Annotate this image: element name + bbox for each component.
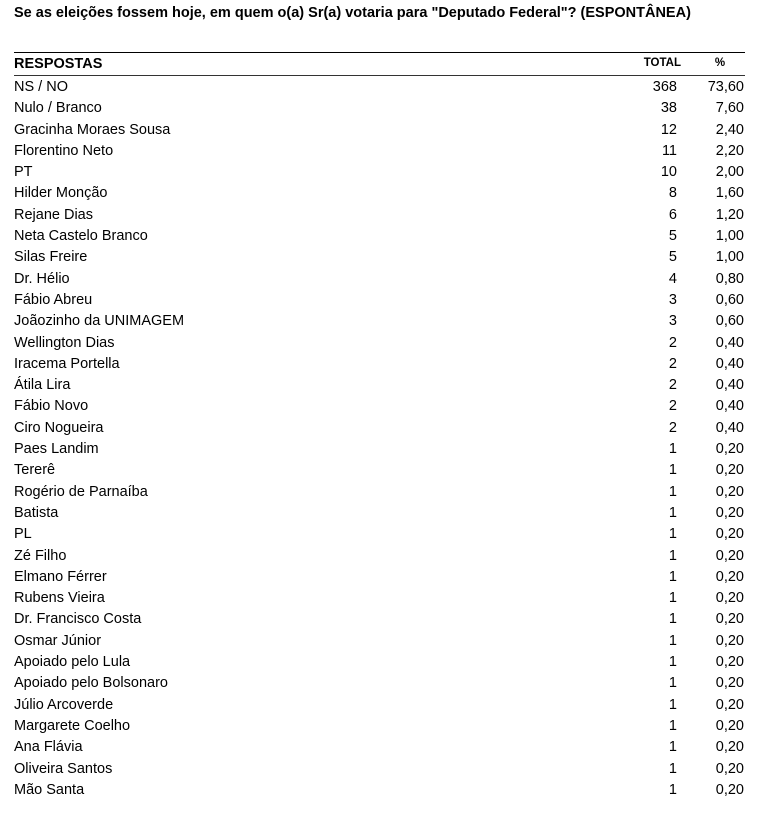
table-row [0, 333, 759, 354]
table-row [0, 652, 759, 673]
row-total: 1 [668, 526, 677, 543]
row-name: Florentino Neto [14, 142, 114, 159]
results-table [0, 77, 759, 801]
row-total: 8 [668, 185, 677, 202]
row-total: 1 [668, 441, 677, 458]
table-row [0, 290, 759, 311]
row-total: 1 [668, 611, 677, 628]
row-name: Átila Lira [14, 377, 71, 394]
table-row [0, 311, 759, 332]
row-percent: 0,20 [715, 462, 744, 479]
row-percent: 1,60 [715, 185, 744, 202]
row-percent: 2,40 [715, 121, 744, 138]
row-total: 2 [668, 377, 677, 394]
row-name: Apoiado pelo Lula [14, 654, 131, 671]
row-percent: 73,60 [707, 79, 744, 95]
row-name: PT [14, 164, 33, 181]
row-total: 1 [668, 547, 677, 564]
table-row [0, 673, 759, 694]
row-name: Neta Castelo Branco [14, 228, 148, 245]
row-name: Silas Freire [14, 249, 88, 266]
row-percent: 0,20 [715, 441, 744, 458]
row-name: Wellington Dias [14, 334, 115, 351]
row-percent: 0,20 [715, 675, 744, 692]
row-name: Oliveira Santos [14, 760, 113, 777]
row-total: 1 [668, 632, 677, 649]
row-name: Nulo / Branco [14, 100, 102, 117]
row-percent: 1,00 [715, 249, 744, 266]
row-total: 1 [668, 675, 677, 692]
row-total: 1 [668, 717, 677, 734]
row-total: 3 [668, 291, 677, 308]
table-row [0, 737, 759, 758]
row-total: 12 [660, 121, 677, 138]
table-row [0, 631, 759, 652]
table-top-rule [14, 52, 745, 53]
row-total: 1 [668, 781, 677, 798]
row-total: 1 [668, 654, 677, 671]
row-name: Zé Filho [14, 547, 67, 564]
row-name: Rubens Vieira [14, 590, 105, 607]
row-percent: 0,60 [715, 291, 744, 308]
row-name: Joãozinho da UNIMAGEM [14, 313, 185, 330]
row-percent: 0,20 [715, 526, 744, 543]
row-percent: 0,20 [715, 739, 744, 756]
table-row [0, 716, 759, 737]
table-row [0, 439, 759, 460]
row-total: 1 [668, 568, 677, 585]
row-percent: 0,20 [715, 781, 744, 798]
row-name: Apoiado pelo Bolsonaro [14, 675, 168, 692]
row-percent: 2,00 [715, 164, 744, 181]
row-total: 2 [668, 355, 677, 372]
row-name: Fábio Novo [14, 398, 89, 415]
row-percent: 0,60 [715, 313, 744, 330]
table-row [0, 567, 759, 588]
table-row [0, 418, 759, 439]
row-total: 5 [668, 228, 677, 245]
row-percent: 0,20 [715, 632, 744, 649]
row-name: Tererê [14, 462, 56, 479]
row-percent: 0,80 [715, 270, 744, 287]
row-name: PL [14, 526, 32, 543]
row-name: Dr. Hélio [14, 270, 70, 287]
table-row [0, 98, 759, 119]
table-row [0, 354, 759, 375]
row-percent: 0,40 [715, 377, 744, 394]
row-total: 11 [661, 142, 677, 159]
row-percent: 0,20 [715, 654, 744, 671]
table-row [0, 460, 759, 481]
table-row [0, 162, 759, 183]
row-total: 10 [660, 164, 677, 181]
row-total: 368 [652, 79, 677, 95]
table-row [0, 205, 759, 226]
table-row [0, 77, 759, 98]
row-percent: 0,40 [715, 334, 744, 351]
row-name: Elmano Férrer [14, 568, 107, 585]
table-row [0, 588, 759, 609]
row-name: Osmar Júnior [14, 632, 102, 649]
row-total: 2 [668, 398, 677, 415]
row-percent: 0,20 [715, 717, 744, 734]
row-name: Mão Santa [14, 781, 85, 798]
row-name: Hilder Monção [14, 185, 108, 202]
row-name: Dr. Francisco Costa [14, 611, 142, 628]
row-name: Ana Flávia [14, 739, 83, 756]
row-percent: 0,20 [715, 696, 744, 713]
row-total: 1 [668, 760, 677, 777]
row-name: Fábio Abreu [14, 291, 93, 308]
row-percent: 0,20 [715, 483, 744, 500]
row-percent: 0,20 [715, 547, 744, 564]
header-percent: % [714, 57, 726, 69]
row-percent: 0,20 [715, 504, 744, 521]
row-total: 38 [660, 100, 677, 117]
row-name: Júlio Arcoverde [14, 696, 114, 713]
table-row [0, 226, 759, 247]
row-name: Batista [14, 504, 59, 521]
table-row [0, 482, 759, 503]
table-row [0, 780, 759, 801]
row-name: Gracinha Moraes Sousa [14, 121, 171, 138]
row-total: 2 [668, 419, 677, 436]
row-percent: 2,20 [715, 142, 744, 159]
row-name: Rejane Dias [14, 206, 93, 223]
row-percent: 0,40 [715, 355, 744, 372]
row-total: 6 [668, 206, 677, 223]
table-row [0, 247, 759, 268]
row-total: 1 [668, 739, 677, 756]
table-row [0, 183, 759, 204]
row-total: 5 [668, 249, 677, 266]
table-row [0, 546, 759, 567]
table-row [0, 524, 759, 545]
row-name: Paes Landim [14, 441, 99, 458]
row-name: Ciro Nogueira [14, 419, 104, 436]
table-row [0, 609, 759, 630]
row-percent: 0,40 [715, 398, 744, 415]
row-total: 1 [668, 504, 677, 521]
row-name: Margarete Coelho [14, 717, 131, 734]
row-total: 1 [668, 483, 677, 500]
header-total: TOTAL [643, 57, 681, 69]
row-name: Rogério de Parnaíba [14, 483, 148, 500]
row-percent: 0,40 [715, 419, 744, 436]
row-percent: 1,20 [715, 206, 744, 223]
row-total: 1 [668, 696, 677, 713]
table-row [0, 375, 759, 396]
row-total: 1 [668, 590, 677, 607]
row-total: 1 [668, 462, 677, 479]
table-row [0, 120, 759, 141]
row-total: 2 [668, 334, 677, 351]
row-percent: 1,00 [715, 228, 744, 245]
header-rule [14, 75, 745, 76]
row-name: Iracema Portella [14, 355, 120, 372]
table-row [0, 141, 759, 162]
table-row [0, 396, 759, 417]
row-name: NS / NO [14, 79, 68, 95]
table-row [0, 269, 759, 290]
row-percent: 7,60 [715, 100, 744, 117]
table-row [0, 759, 759, 780]
row-percent: 0,20 [715, 590, 744, 607]
page-title: Se as eleições fossem hoje, em quem o(a) Sr(a) votaria para "Deputado Federal"? (ESPONTÂNEA) [14, 5, 691, 21]
header-respostas: RESPOSTAS [14, 56, 103, 72]
table-row [0, 503, 759, 524]
row-percent: 0,20 [715, 568, 744, 585]
row-percent: 0,20 [715, 760, 744, 777]
row-percent: 0,20 [715, 611, 744, 628]
row-total: 4 [668, 270, 677, 287]
table-row [0, 695, 759, 716]
row-total: 3 [668, 313, 677, 330]
